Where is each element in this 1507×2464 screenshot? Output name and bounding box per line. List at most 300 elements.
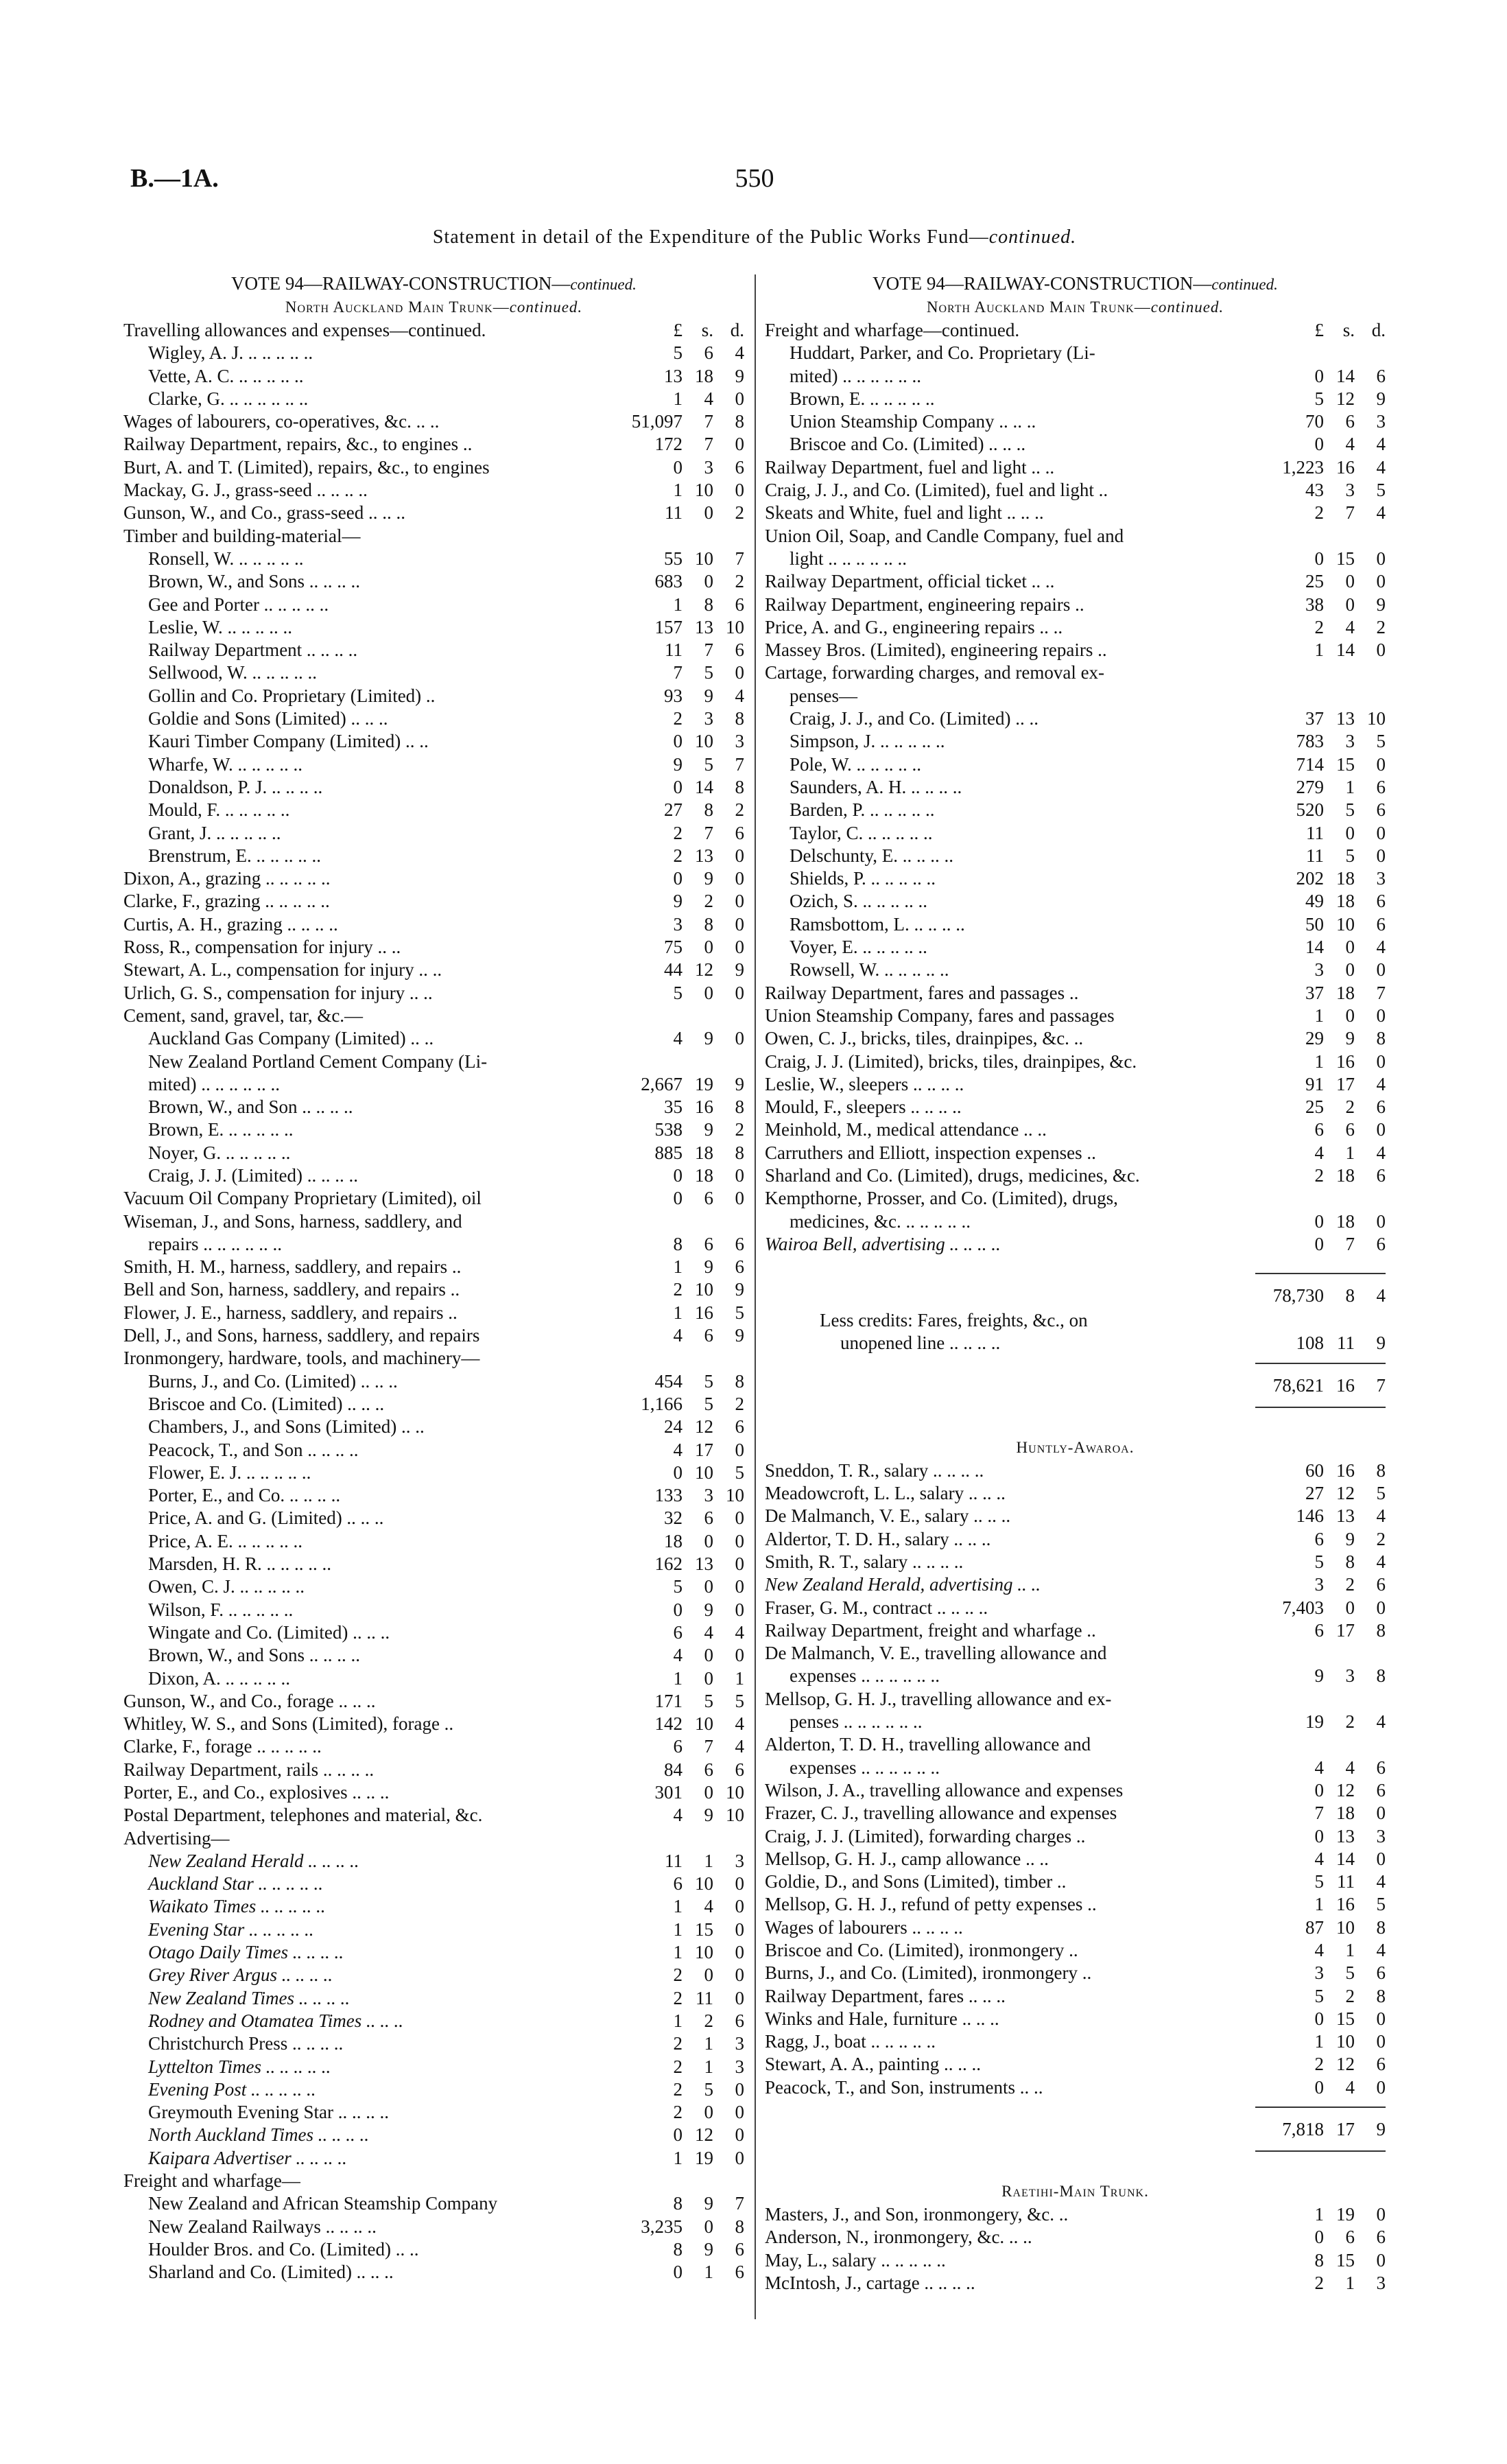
amount-shillings: s. <box>701 320 713 340</box>
row-description: Railway Department, freight and wharfage .. <box>765 1619 1096 1641</box>
row-description: Porter, E., and Co. .. .. .. .. <box>148 1485 341 1506</box>
amount-pounds: 49 <box>1305 891 1324 912</box>
row-description: Kempthorne, Prosser, and Co. (Limited), drugs, <box>765 1188 1118 1209</box>
table-row <box>123 1735 744 1758</box>
row-amount <box>1255 2008 1386 2030</box>
amount-shillings: 15 <box>695 1919 713 1940</box>
amount-pence: 0 <box>1376 2008 1386 2029</box>
row-amount <box>614 1416 744 1438</box>
table-row <box>123 639 744 661</box>
amount-pounds <box>1255 1642 1324 1665</box>
row-amount <box>614 1164 744 1187</box>
table-row <box>765 982 1386 1005</box>
table-row <box>123 2010 744 2032</box>
row-description: Freight and wharfage— <box>123 2170 300 2192</box>
amount-pounds: 55 <box>664 548 683 569</box>
amount-shillings: 2 <box>704 891 713 912</box>
table-row <box>765 1642 1386 1665</box>
row-description: Cartage, forwarding charges, and removal ex- <box>765 662 1105 683</box>
amount-pounds: 0 <box>1314 1779 1324 1800</box>
amount-pence: 1 <box>735 1667 744 1689</box>
amount-pence: 2 <box>735 1393 744 1414</box>
table-row <box>123 410 744 433</box>
amount-pence: 8 <box>1376 1665 1386 1687</box>
amount-pence <box>1355 1688 1386 1711</box>
table-row <box>123 1187 744 1210</box>
amount-pence: 10 <box>726 1485 744 1506</box>
left-column <box>123 271 744 2284</box>
amount-pence: 9 <box>735 1325 744 1346</box>
amount-shillings: 7 <box>704 822 713 843</box>
amount-pence: d. <box>1371 320 1386 340</box>
table-row <box>765 1005 1386 1027</box>
amount-pounds: 5 <box>673 1576 683 1597</box>
amount-shillings: 16 <box>1336 1051 1355 1072</box>
amount-pounds: £ <box>1314 320 1324 340</box>
amount-pounds: 0 <box>1314 1210 1324 1232</box>
amount-pence <box>1355 525 1386 548</box>
row-amount <box>614 1987 744 2010</box>
row-amount <box>1255 1733 1386 1756</box>
table-row <box>123 1667 744 1690</box>
table-row <box>765 1505 1386 1527</box>
amount-shillings: 9 <box>704 685 713 706</box>
row-amount <box>1255 1096 1386 1118</box>
row-amount <box>1255 456 1386 479</box>
row-amount <box>1255 1848 1386 1870</box>
table-row <box>765 1164 1386 1187</box>
amount-pence: 2 <box>735 502 744 524</box>
section-italic: continued. <box>509 298 583 316</box>
column-divider <box>755 274 756 2319</box>
row-description: Grant, J. .. .. .. .. .. <box>148 822 281 843</box>
amount-pence: 6 <box>735 2262 744 2283</box>
amount-pounds: 520 <box>1296 799 1324 821</box>
row-description: Frazer, C. J., travelling allowance and expenses <box>765 1803 1117 1824</box>
amount-shillings: 4 <box>1345 2076 1355 2098</box>
row-description: Delschunty, E. .. .. .. .. <box>790 845 953 866</box>
table-row <box>765 867 1386 890</box>
amount-pounds: 1 <box>673 1302 683 1323</box>
amount-shillings: 13 <box>1336 1505 1355 1527</box>
row-amount <box>1255 2272 1386 2295</box>
amount-pence: 7 <box>735 753 744 775</box>
row-amount <box>1255 1459 1386 1482</box>
amount-shillings: 13 <box>695 1553 713 1575</box>
amount-shillings: 10 <box>695 480 713 501</box>
row-description: Wiseman, J., and Sons, harness, saddlery, and <box>123 1210 462 1232</box>
table-row <box>765 2249 1386 2272</box>
row-description: Mackay, G. J., grass-seed .. .. .. .. <box>123 480 368 501</box>
row-amount <box>1255 982 1386 1005</box>
left-vote-heading <box>123 271 744 296</box>
table-row <box>765 319 1386 342</box>
table-row <box>123 776 744 799</box>
amount-shillings: 14 <box>695 776 713 797</box>
table-row <box>123 319 744 342</box>
amount-shillings: 0 <box>1345 1005 1355 1026</box>
row-amount <box>614 982 744 1005</box>
amount-shillings: 0 <box>1345 822 1355 843</box>
row-description: light .. .. .. .. .. .. <box>790 548 907 569</box>
amount-shillings: 1 <box>1345 1142 1355 1163</box>
amount-shillings: 18 <box>695 1142 713 1163</box>
row-description: McIntosh, J., cartage .. .. .. .. <box>765 2272 975 2293</box>
amount-pounds: 43 <box>1305 480 1324 501</box>
row-description: Railway Department, rails .. .. .. .. <box>123 1759 375 1780</box>
amount-pence: 2 <box>1376 1528 1386 1549</box>
row-description: Carruthers and Elliott, inspection expenses .. <box>765 1142 1096 1163</box>
amount-pounds: 157 <box>654 616 683 637</box>
row-amount <box>1255 1757 1386 1779</box>
row-description: Evening Star .. .. .. .. .. <box>148 1919 314 1940</box>
vote-italic: continued. <box>1211 276 1278 293</box>
document-title <box>130 226 1379 248</box>
amount-pence: 0 <box>1376 1803 1386 1824</box>
amount-pounds: 19 <box>1305 1711 1324 1733</box>
row-description: Evening Post .. .. .. .. .. <box>148 2078 316 2100</box>
row-description: Grey River Argus .. .. .. .. <box>148 1964 333 1986</box>
amount-pence: 0 <box>1376 2031 1386 2052</box>
amount-pounds: 4 <box>673 1645 683 1666</box>
amount-shillings: 6 <box>1345 2227 1355 2248</box>
row-description: Kaipara Advertiser .. .. .. .. <box>148 2147 347 2168</box>
amount-pence: 0 <box>735 868 744 889</box>
row-amount <box>1255 890 1386 913</box>
row-amount <box>1255 1916 1386 1939</box>
amount-pounds: 3 <box>673 913 683 935</box>
amount-pence: 0 <box>735 2147 744 2168</box>
amount-pence: 0 <box>1376 1597 1386 1618</box>
row-description: Clarke, F., grazing .. .. .. .. .. <box>123 891 330 912</box>
amount-pence: 0 <box>735 1164 744 1186</box>
table-row <box>765 1916 1386 1939</box>
table-row <box>123 982 744 1005</box>
amount-shillings: 17 <box>1336 1073 1355 1094</box>
row-amount <box>1255 1164 1386 1187</box>
amount-pence: 6 <box>1376 1757 1386 1778</box>
table-row <box>123 1599 744 1621</box>
amount-pounds: 1,223 <box>1282 456 1324 478</box>
row-description: Union Oil, Soap, and Candle Company, fuel and <box>765 525 1124 546</box>
table-row <box>123 1142 744 1164</box>
row-description: Wairoa Bell, advertising .. .. .. .. <box>765 1233 1001 1254</box>
amount-pence: 0 <box>735 2124 744 2146</box>
row-amount <box>1255 2249 1386 2272</box>
amount-pounds: 0 <box>1314 548 1324 569</box>
amount-pounds: 29 <box>1305 1028 1324 1049</box>
amount-pence <box>1355 1642 1386 1665</box>
row-description: Ragg, J., boat .. .. .. .. .. <box>765 2031 936 2052</box>
amount-pounds: 7,403 <box>1282 1597 1324 1618</box>
amount-shillings: 2 <box>1345 1711 1355 1733</box>
row-description: Brown, W., and Son .. .. .. .. <box>148 1096 353 1118</box>
amount-pounds: 1,166 <box>641 1393 683 1414</box>
row-amount <box>614 1507 744 1529</box>
row-description: Leslie, W., sleepers .. .. .. .. <box>765 1073 964 1094</box>
table-row <box>123 1713 744 1735</box>
row-amount <box>614 1256 744 1278</box>
amount-pounds: 3 <box>1314 959 1324 981</box>
amount-pence: 10 <box>1367 708 1386 729</box>
amount-pence: 0 <box>735 1553 744 1575</box>
table-row <box>123 1462 744 1484</box>
row-description: Brown, E. .. .. .. .. .. <box>148 1119 294 1140</box>
amount-shillings: 9 <box>704 1256 713 1278</box>
row-description: Lyttelton Times .. .. .. .. .. <box>148 2056 331 2077</box>
table-row <box>765 388 1386 410</box>
amount-pence: 6 <box>1376 1574 1386 1595</box>
amount-shillings: 16 <box>1336 1894 1355 1915</box>
table-row <box>765 890 1386 913</box>
amount-pence: 10 <box>726 616 744 637</box>
amount-pence: 0 <box>1376 1119 1386 1140</box>
row-description: Ronsell, W. .. .. .. .. .. <box>148 548 304 569</box>
amount-pounds <box>1255 342 1324 364</box>
amount-pence: 0 <box>1376 1051 1386 1072</box>
amount-shillings: 0 <box>704 1667 713 1689</box>
amount-pounds: 8 <box>673 1233 683 1254</box>
table-row <box>765 730 1386 753</box>
row-description: Fraser, G. M., contract .. .. .. .. <box>765 1597 988 1618</box>
row-description: Railway Department, repairs, &c., to engines .. <box>123 434 473 455</box>
row-description: Mellsop, G. H. J., camp allowance .. .. <box>765 1848 1049 1869</box>
row-amount <box>1255 1233 1386 1256</box>
amount-shillings: 17 <box>1336 1619 1355 1641</box>
amount-pounds: 1 <box>673 388 683 409</box>
table-row <box>123 1621 744 1644</box>
table-row <box>123 525 744 548</box>
table-row <box>123 1370 744 1393</box>
row-description: Wages of labourers, co-operatives, &c. .. .. <box>123 411 440 432</box>
row-amount <box>1255 1642 1386 1665</box>
amount-shillings: 13 <box>1336 1825 1355 1846</box>
table-row <box>765 1893 1386 1916</box>
amount-shillings: 3 <box>704 708 713 729</box>
amount-pence: 6 <box>1376 799 1386 821</box>
amount-pounds: 24 <box>664 1416 683 1438</box>
row-description: Wages of labourers .. .. .. .. <box>765 1916 963 1938</box>
row-description: Anderson, N., ironmongery, &c. .. .. <box>765 2227 1032 2248</box>
amount-shillings: 13 <box>1336 708 1355 729</box>
amount-pence <box>1355 661 1386 684</box>
table-row <box>765 365 1386 388</box>
amount-pence: 0 <box>1376 548 1386 569</box>
amount-shillings: 5 <box>1345 799 1355 821</box>
row-amount <box>614 594 744 616</box>
table-row <box>123 1233 744 1256</box>
amount-pounds: 9 <box>1314 1665 1324 1687</box>
amount-pence: 9 <box>1376 594 1386 615</box>
table-row <box>765 1073 1386 1096</box>
row-amount <box>1255 1619 1386 1642</box>
row-description: Ramsbottom, L. .. .. .. .. <box>790 913 965 935</box>
amount-shillings: 9 <box>704 2238 713 2260</box>
amount-pounds: 2 <box>673 2078 683 2100</box>
amount-pence: 0 <box>735 2078 744 2100</box>
row-description: Urlich, G. S., compensation for injury .. .. <box>123 982 433 1003</box>
row-amount <box>1255 1142 1386 1164</box>
amount-pence: 0 <box>1376 1210 1386 1232</box>
amount-pounds: 2 <box>673 845 683 866</box>
amount-shillings: 16 <box>1336 1374 1355 1396</box>
row-description: Gunson, W., and Co., grass-seed .. .. .. <box>123 502 405 524</box>
row-description: Masters, J., and Son, ironmongery, &c. .. <box>765 2204 1069 2225</box>
row-description: Union Steamship Company .. .. .. <box>790 411 1036 432</box>
table-row <box>123 1873 744 1895</box>
table-row <box>765 707 1386 730</box>
amount-pounds: 7,818 <box>1282 2119 1324 2140</box>
amount-pounds: 11 <box>665 640 683 661</box>
amount-pounds: 1 <box>673 1667 683 1689</box>
total-row-huntly-awaroa <box>765 2115 1386 2143</box>
amount-shillings: 4 <box>704 388 713 409</box>
row-description: Craig, J. J., and Co. (Limited) .. .. <box>790 708 1039 729</box>
row-amount <box>1255 410 1386 433</box>
row-amount <box>1255 913 1386 936</box>
amount-shillings: 6 <box>704 342 713 364</box>
amount-pounds <box>1255 1733 1324 1756</box>
amount-shillings: 0 <box>704 937 713 958</box>
table-row <box>765 1688 1386 1711</box>
table-row <box>123 1759 744 1781</box>
amount-pence: 0 <box>735 982 744 1003</box>
table-row <box>123 1553 744 1575</box>
row-amount <box>1255 1051 1386 1073</box>
row-amount <box>614 730 744 753</box>
row-description: repairs .. .. .. .. .. .. <box>148 1233 282 1254</box>
row-description: Gollin and Co. Proprietary (Limited) .. <box>148 685 436 706</box>
table-row <box>765 479 1386 502</box>
table-row <box>765 1096 1386 1118</box>
table-row <box>765 1187 1386 1210</box>
row-amount <box>614 1690 744 1713</box>
amount-pence: 0 <box>735 388 744 409</box>
right-section-heading <box>765 296 1386 319</box>
row-amount <box>1255 365 1386 388</box>
row-description: Brenstrum, E. .. .. .. .. .. <box>148 845 321 866</box>
amount-pounds: 27 <box>1305 1483 1324 1504</box>
amount-pounds: 78,730 <box>1272 1285 1324 1306</box>
row-amount <box>614 1553 744 1575</box>
amount-pounds: 142 <box>654 1713 683 1735</box>
table-row <box>123 1347 744 1370</box>
row-description: Clarke, F., forage .. .. .. .. .. <box>123 1736 322 1757</box>
amount-shillings: 16 <box>695 1302 713 1323</box>
row-description: Railway Department, official ticket .. .. <box>765 571 1055 592</box>
row-amount <box>1255 1779 1386 1802</box>
amount-pence <box>713 1051 744 1073</box>
amount-pence: 0 <box>735 1507 744 1529</box>
amount-pounds: 171 <box>654 1690 683 1711</box>
table-row <box>123 1256 744 1278</box>
row-amount <box>614 959 744 981</box>
row-description: Railway Department, fares .. .. .. <box>765 1985 1006 2006</box>
row-amount <box>1255 2076 1386 2099</box>
amount-shillings: 1 <box>704 2033 713 2054</box>
table-row <box>765 1711 1386 1733</box>
row-amount <box>614 2124 744 2146</box>
amount-pounds <box>1255 661 1324 684</box>
row-amount <box>1255 867 1386 890</box>
row-description: Chambers, J., and Sons (Limited) .. .. <box>148 1416 425 1438</box>
table-row <box>123 1051 744 1073</box>
amount-pounds: 0 <box>673 2124 683 2146</box>
row-description: Clarke, G. .. .. .. .. .. .. <box>148 388 309 409</box>
table-row <box>123 2216 744 2238</box>
amount-pence: 2 <box>735 1119 744 1140</box>
amount-shillings: 9 <box>704 1119 713 1140</box>
amount-pence: 0 <box>735 480 744 501</box>
amount-pounds: 4 <box>1314 1940 1324 1960</box>
row-amount <box>614 1895 744 1918</box>
amount-shillings: 9 <box>704 1599 713 1620</box>
row-amount <box>614 1210 744 1233</box>
amount-pounds: 38 <box>1305 594 1324 615</box>
amount-pence: 8 <box>735 1142 744 1163</box>
amount-shillings: 0 <box>1345 571 1355 592</box>
table-row <box>765 1802 1386 1824</box>
amount-pence: 0 <box>735 2102 744 2123</box>
table-row <box>765 959 1386 981</box>
row-description: Kauri Timber Company (Limited) .. .. <box>148 731 429 752</box>
row-amount <box>614 1027 744 1050</box>
row-description: Greymouth Evening Star .. .. .. .. <box>148 2102 389 2123</box>
amount-pence: 3 <box>735 2056 744 2077</box>
amount-shillings: 7 <box>704 411 713 432</box>
amount-pence: 4 <box>1376 456 1386 478</box>
row-description: Stewart, A. L., compensation for injury .. .. <box>123 959 442 981</box>
row-description: mited) .. .. .. .. .. .. <box>790 365 921 386</box>
amount-shillings: 9 <box>1345 1528 1355 1549</box>
row-amount <box>614 2010 744 2032</box>
amount-pence: 6 <box>735 640 744 661</box>
amount-pence: 6 <box>735 594 744 615</box>
amount-pence: 8 <box>735 776 744 797</box>
table-row <box>123 936 744 959</box>
amount-pence: 7 <box>1376 1374 1386 1396</box>
amount-shillings: 0 <box>1345 1597 1355 1618</box>
row-description: Taylor, C. .. .. .. .. .. <box>790 822 933 843</box>
amount-shillings: 0 <box>704 1645 713 1666</box>
row-description: Goldie and Sons (Limited) .. .. .. <box>148 708 388 729</box>
row-amount <box>614 2101 744 2124</box>
amount-pounds: 1 <box>1314 1894 1324 1915</box>
amount-shillings: 1 <box>704 2262 713 2283</box>
amount-shillings: 0 <box>704 571 713 592</box>
amount-pence: 7 <box>735 548 744 569</box>
amount-shillings: 2 <box>704 2010 713 2031</box>
amount-pounds: 2 <box>673 1279 683 1300</box>
amount-pounds: 11 <box>1306 822 1324 843</box>
table-row <box>123 2238 744 2261</box>
row-amount <box>1255 1482 1386 1505</box>
subtotal-rule <box>765 1265 1386 1282</box>
table-row <box>123 2032 744 2055</box>
table-row <box>765 433 1386 456</box>
amount-pounds <box>614 1210 683 1233</box>
row-description: Mould, F. .. .. .. .. .. <box>148 799 290 821</box>
row-amount <box>1255 525 1386 548</box>
row-amount <box>614 1233 744 1256</box>
amount-shillings: 8 <box>704 913 713 935</box>
table-row <box>765 822 1386 845</box>
amount-shillings: 17 <box>695 1439 713 1460</box>
row-amount <box>614 913 744 936</box>
amount-shillings: 10 <box>1336 2031 1355 2052</box>
row-amount <box>614 388 744 410</box>
amount-shillings: 5 <box>1345 845 1355 866</box>
